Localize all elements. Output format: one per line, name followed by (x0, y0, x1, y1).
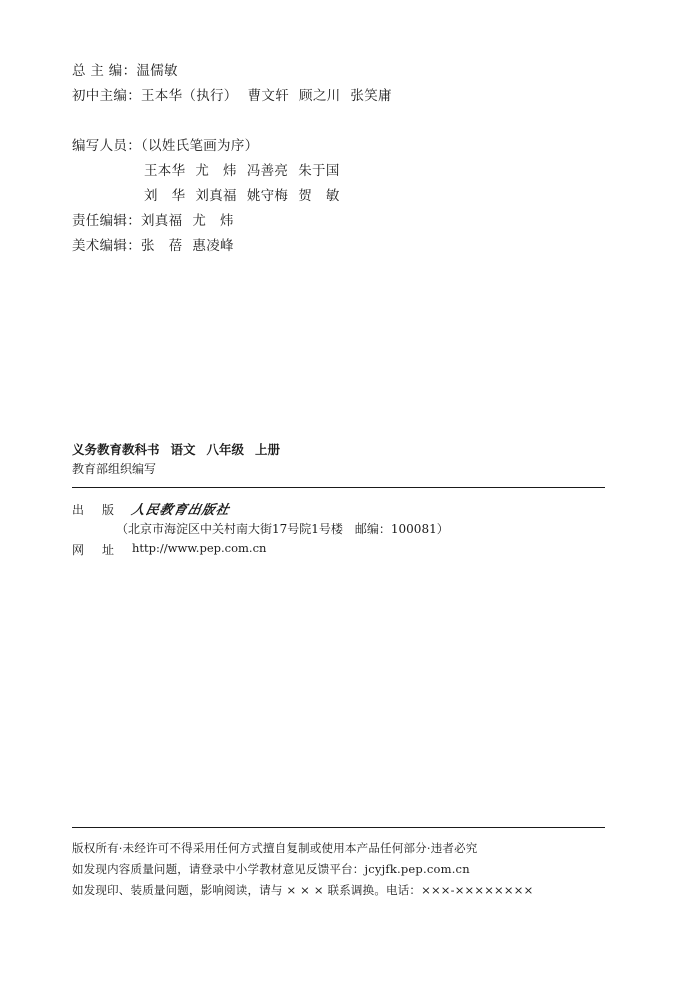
publisher-label-char: 版 (102, 503, 115, 517)
writer-name: 尤 炜 (195, 163, 237, 179)
writer-name: 朱于国 (298, 163, 340, 179)
book-subject: 语文 (170, 442, 196, 457)
junior-editor-name: 王本华（执行） (141, 88, 238, 104)
responsible-editor-line (72, 212, 234, 230)
junior-editor-line (72, 87, 392, 105)
book-title (72, 440, 291, 458)
writer-name: 刘真福 (195, 188, 237, 204)
book-grade: 八年级 (206, 442, 245, 457)
chief-editor-label: 总 主 编： (72, 63, 137, 79)
responsible-editor-name: 刘真福 (141, 213, 183, 229)
responsible-editor-label: 责任编辑： (72, 213, 141, 229)
junior-editor-name: 曹文轩 (247, 88, 290, 104)
art-editor-label: 美术编辑： (72, 238, 141, 254)
junior-editor-name: 张笑庸 (350, 88, 392, 104)
writer-name: 王本华 (144, 163, 186, 179)
art-editor-name: 张 蓓 (141, 238, 183, 254)
junior-editor-name: 顾之川 (299, 88, 341, 104)
publisher-label-char: 出 (72, 503, 85, 517)
writer-name: 贺 敏 (298, 188, 340, 204)
book-volume: 上册 (255, 442, 281, 457)
compiler: 教育部组织编写 (72, 462, 157, 476)
art-editor-name: 惠凌峰 (192, 238, 234, 254)
copyright-notice: 版权所有·未经许可不得采用任何方式擅自复制或使用本产品任何部分·违者必究 (72, 841, 478, 855)
publisher-logo: 人民教育出版社 (129, 503, 232, 518)
chief-editor-name: 温儒敏 (136, 63, 178, 79)
writers-row (144, 162, 340, 180)
writers-label: 编写人员：（以姓氏笔画为序） (72, 138, 259, 154)
writer-name: 冯善亮 (246, 163, 289, 179)
website-link[interactable]: http://www.pep.com.cn (132, 541, 267, 555)
junior-editor-label: 初中主编： (72, 88, 141, 104)
publisher-label (72, 501, 114, 518)
writer-name: 刘 华 (144, 188, 186, 204)
responsible-editor-name: 尤 炜 (192, 213, 234, 229)
art-editor-line (72, 237, 234, 255)
publisher-address: （北京市海淀区中关村南大街17号院1号楼 邮编：100081） (116, 522, 449, 536)
website-label (72, 541, 114, 558)
chief-editor-line (72, 62, 178, 80)
divider (72, 487, 605, 488)
website-label-char: 址 (102, 543, 115, 557)
book-series: 义务教育教科书 (72, 442, 160, 457)
writers-row (144, 187, 340, 205)
website-label-char: 网 (72, 543, 85, 557)
quality-notice: 如发现印、装质量问题，影响阅读，请与 × × × 联系调换。电话：×××-×××××××× (72, 883, 534, 897)
writer-name: 姚守梅 (246, 188, 289, 204)
divider (72, 827, 605, 828)
feedback-notice: 如发现内容质量问题，请登录中小学教材意见反馈平台：jcyjfk.pep.com.cn (72, 862, 470, 876)
